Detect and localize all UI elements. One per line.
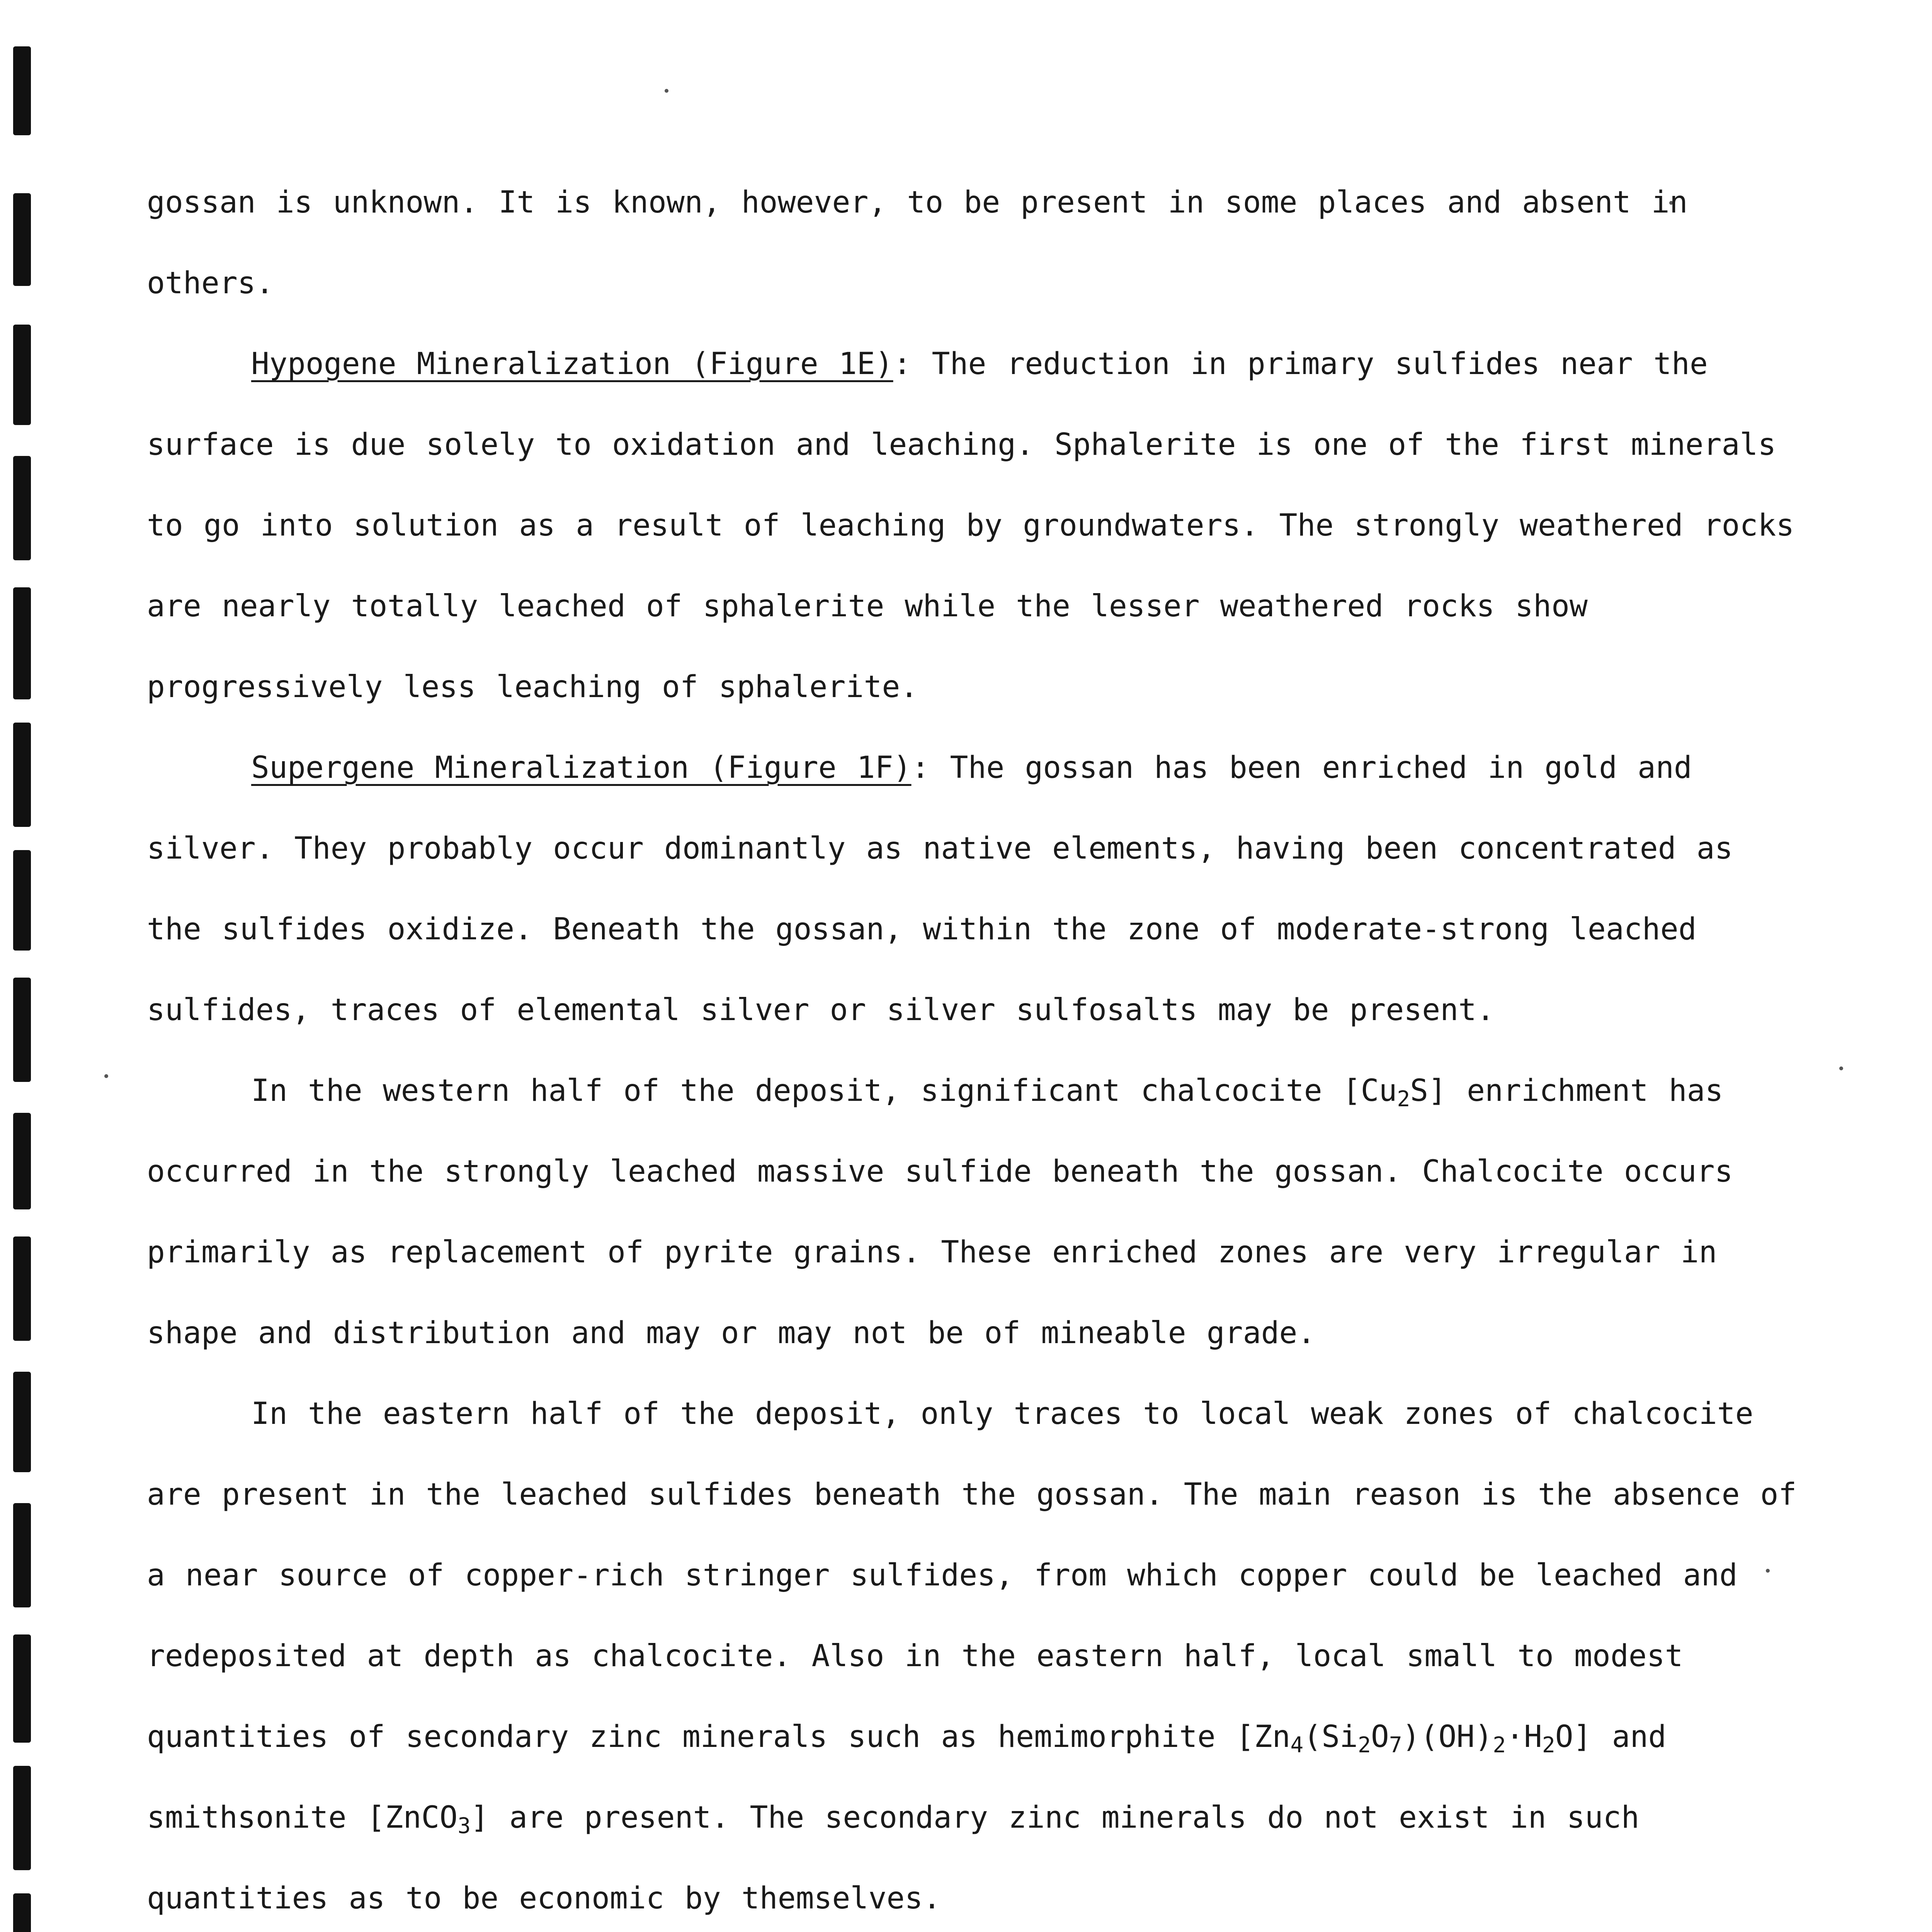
paragraph-text: S] enrichment has occurred in the strongly leached massive sulfide beneath the gossan. Chalcocite occurs primarily as replacement of pyrite grains. These enriched zones are very irregular in shape and distribution and may or may not be of mineable grade. — [147, 1073, 1733, 1350]
binder-mark — [13, 1893, 31, 1932]
scan-speck — [104, 1074, 108, 1078]
formula-subscript: 3 — [457, 1813, 471, 1838]
formula-text: (Si — [1303, 1719, 1358, 1754]
formula-subscript: 2 — [1542, 1733, 1555, 1758]
formula-text: O — [1371, 1719, 1389, 1754]
binder-mark — [13, 850, 31, 951]
scan-speck — [1839, 1066, 1843, 1070]
document-body — [147, 162, 1801, 1932]
formula-text: O] and smithsonite [ZnCO — [147, 1719, 1667, 1835]
binder-mark — [13, 325, 31, 425]
paragraph-gossan-presence — [147, 162, 1801, 324]
binder-mark — [13, 587, 31, 699]
section-heading-supergene: Supergene Mineralization (Figure 1F) — [251, 750, 912, 785]
paragraph-text: : The reduction in primary sulfides near the surface is due solely to oxidation and leaching. Sphalerite is one of the first minerals to go into solution as a result of leaching by groundwaters. The strongly weathered rocks are nearly totally leached of sphalerite while the lesser weathered rocks show progressively less leaching of sphalerite. — [147, 347, 1794, 704]
binder-mark — [13, 1372, 31, 1472]
paragraph-western-half — [147, 1051, 1801, 1374]
formula-subscript: 2 — [1397, 1087, 1410, 1112]
binder-marks — [0, 0, 54, 1932]
formula-subscript: 4 — [1290, 1733, 1304, 1758]
paragraph-hypogene-mineralization — [147, 324, 1801, 728]
binder-mark — [13, 193, 31, 286]
paragraph-text: ] are present. The secondary zinc minerals do not exist in such quantities as to be economic by themselves. — [147, 1800, 1639, 1916]
paragraph-text: : The gossan has been enriched in gold and silver. They probably occur dominantly as native elements, having been concentrated as the sulfides oxidize. Beneath the gossan, within the zone of moderate-strong leached sulfides, traces of elemental silver or silver sulfosalts may be present. — [147, 750, 1733, 1027]
binder-mark — [13, 1236, 31, 1341]
formula-subscript: 2 — [1493, 1733, 1506, 1758]
paragraph-supergene-mineralization — [147, 728, 1801, 1051]
section-heading-hypogene: Hypogene Mineralization (Figure 1E) — [251, 347, 893, 381]
binder-mark — [13, 1503, 31, 1607]
binder-mark — [13, 1113, 31, 1209]
binder-mark — [13, 723, 31, 827]
paragraph-text: In the eastern half of the deposit, only traces to local weak zones of chalcocite are present in the leached sulfides beneath the gossan. The main reason is the absence of a near source of copper-rich stringer sulfides, from which copper could be leached and redeposited at depth as chalcocite. Also in the eastern half, local small to modest quantities of secondary zinc minerals such as hemimorphite [Zn — [147, 1396, 1797, 1754]
formula-text: )(OH) — [1402, 1719, 1493, 1754]
binder-mark — [13, 456, 31, 560]
formula-subscript: 7 — [1389, 1733, 1402, 1758]
binder-mark — [13, 46, 31, 135]
paragraph-text: gossan is unknown. It is known, however, to be present in some places and absent in others. — [147, 185, 1688, 301]
binder-mark — [13, 978, 31, 1082]
binder-mark — [13, 1634, 31, 1743]
binder-mark — [13, 1766, 31, 1870]
formula-text: ·H — [1506, 1719, 1542, 1754]
formula-subscript: 2 — [1358, 1733, 1371, 1758]
paragraph-text: In the western half of the deposit, significant chalcocite [Cu — [251, 1073, 1397, 1108]
scan-speck — [665, 89, 668, 93]
paragraph-eastern-half — [147, 1374, 1801, 1932]
